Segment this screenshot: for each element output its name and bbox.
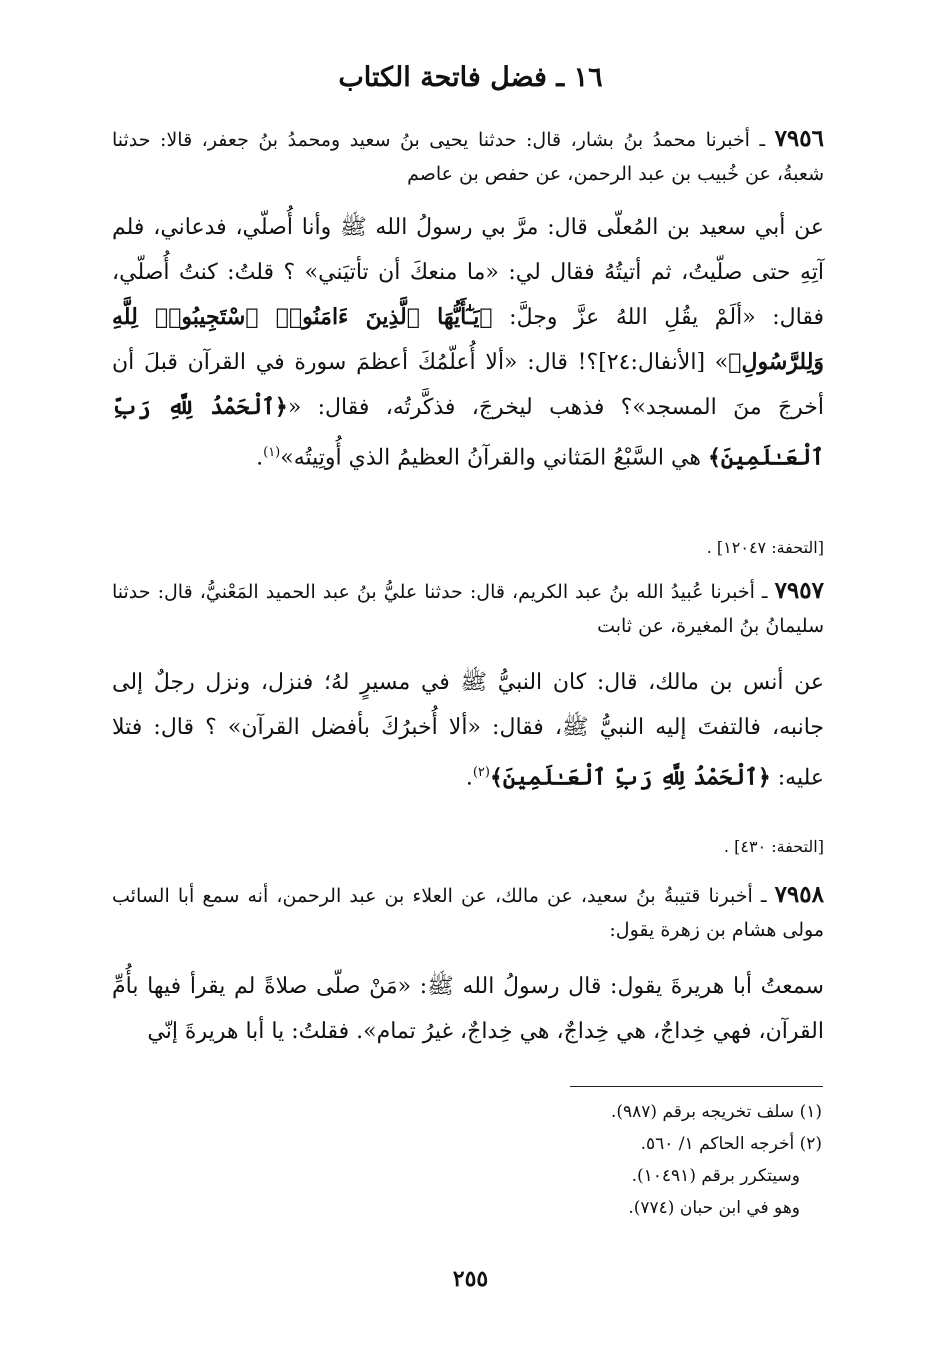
- isnad-text: ـ أخبرنا قتيبةُ بنُ سعيد، عن مالك، عن العلاء بن عبد الرحمن، أنه سمع أبا السائب مولى هشام بن زهرة يقول:: [112, 885, 824, 941]
- chapter-title: ١٦ ـ فضل فاتحة الكتاب: [338, 62, 603, 93]
- page-number: ٢٥٥: [452, 1266, 489, 1292]
- hadith-isnad: [112, 878, 824, 947]
- hadith-number: ٧٩٥٦: [774, 125, 824, 152]
- matn-text: سمعتُ أبا هريرةَ يقول: قال رسولُ الله ﷺ: «مَنْ صلّى صلاةً لم يقرأ فيها بأُمِّ القرآن، فهي خِداجٌ، هي خِداجٌ، هي خِداجٌ، غيرُ تمام». فقلتُ: يا أبا هريرةَ إنّي: [112, 974, 824, 1044]
- footnote-item: وسيتكرر برقم (١٠٤٩١).: [631, 1166, 800, 1186]
- hadith-isnad: [112, 122, 824, 191]
- quran-verse: ﴿يَـٰٓأَيُّهَا ٱلَّذِينَ ءَامَنُوا۟ ٱسْتَجِيبُوا۟ لِلَّهِ وَلِلرَّسُولِ﴾: [112, 304, 825, 375]
- hadith-number: ٧٩٥٧: [774, 577, 824, 604]
- matn-text: عن أنس بن مالك، قال: كان النبيُّ ﷺ في مسيرٍ لهُ؛ فنزل، ونزل رجلٌ إلى جانبه، فالتفتَ إليه النبيُّ ﷺ، فقال: «ألا أُخبرُكَ بأفضل القرآن» ؟ قال: فتلا عليه:: [112, 670, 824, 791]
- hadith-matn: عن أنس بن مالك، قال: كان النبيُّ ﷺ في مسيرٍ لهُ؛ فنزل، ونزل رجلٌ إلى جانبه، فالتفتَ إليه النبيُّ ﷺ، فقال: «ألا أُخبرُكَ بأفضل القرآن» ؟ قال: فتلا عليه: ﴿ٱلْحَمْدُ لِلَّهِ رَبِّ ٱلْعَـٰلَمِينَ﴾$^{(٢)}$.: [112, 670, 824, 791]
- footnote-item: (١) سلف تخريجه برقم (٩٨٧).: [610, 1102, 822, 1122]
- footnote-item: (٢) أخرجه الحاكم ١/ ٥٦٠.: [640, 1134, 822, 1154]
- isnad-text: ـ أخبرنا محمدُ بنُ بشار، قال: حدثنا يحيى بنُ سعيد ومحمدُ بنُ جعفر، قالا: حدثنا شعبةُ، عن خُبيب بن عبد الرحمن، عن حفص بن عاصم: [112, 129, 824, 185]
- hadith-isnad: [112, 574, 824, 643]
- isnad-text: ـ أخبرنا عُبيدُ الله بنُ عبد الكريم، قال: حدثنا عليُّ بنُ عبد الحميد المَعْنيُّ، قال: حدثنا سليمانُ بنُ المغيرة، عن ثابت: [112, 581, 824, 637]
- tuhfa-reference: [التحفة: ١٢٠٤٧] .: [706, 538, 824, 557]
- footnote-marker: (١): [263, 445, 281, 460]
- matn-text: » [الأنفال:٢٤]؟! قال: «ألا أُعلّمُكَ أعظمَ سورة في القرآن قبلَ أن أخرجَ منَ المسجد»؟ فذهب ليخرجَ، فذكَّرتُه، فقال: «: [112, 350, 825, 420]
- hadith-number: ٧٩٥٨: [774, 881, 824, 908]
- quran-verse: ﴿ٱلْحَمْدُ لِلَّهِ رَبِّ ٱلْعَـٰلَمِينَ﴾: [112, 394, 824, 471]
- footnote-divider: [570, 1086, 823, 1087]
- tuhfa-reference: [التحفة: ٤٣٠] .: [723, 837, 824, 856]
- footnote-item: وهو في ابن حبان (٧٧٤).: [628, 1198, 800, 1218]
- matn-text: عن أبي سعيد بن المُعلّى قال: مرَّ بي رسولُ الله ﷺ وأنا أُصلّي، فدعاني، فلم آتِهِ حتى صلّيتُ، ثم أتيتُهُ فقال لي: «ما منعكَ أن تأتيَني» ؟ قلتُ: كنتُ أُصلّي، فقال: «ألَمْ يقُلِ اللهُ عزَّ وجلَّ:: [112, 215, 824, 330]
- hadith-matn: عن أبي سعيد بن المُعلّى قال: مرَّ بي رسولُ الله ﷺ وأنا أُصلّي، فدعاني، فلم آتِهِ حتى صلّيتُ، ثم أتيتُهُ فقال لي: «ما منعكَ أن تأتيَني» ؟ قلتُ: كنتُ أُصلّي، فقال: «ألَمْ يقُلِ اللهُ عزَّ وجلَّ: ﴿يَـٰٓأَيُّهَا ٱلَّذِينَ ءَامَنُوا۟ ٱسْتَجِيبُوا۟ لِلَّهِ وَلِلرَّسُولِ﴾» [الأنفال:٢٤]؟! قال: «ألا أُعلّمُكَ أعظمَ سورة في القرآن قبلَ أن أخرجَ منَ المسجد»؟ فذهب ليخرجَ، فذكَّرتُه، فقال: «﴿ٱلْحَمْدُ لِلَّهِ رَبِّ ٱلْعَـٰلَمِينَ﴾ هي السَّبْعُ المَثاني والقرآنُ العظيمُ الذي أُوتِيتُه»$^{(١)}$.: [112, 215, 825, 471]
- footnotes: [540, 1096, 822, 1224]
- footnote-marker: (٢): [472, 765, 490, 780]
- hadith-matn: [112, 964, 824, 1054]
- quran-verse: ﴿ٱلْحَمْدُ لِلَّهِ رَبِّ ٱلْعَـٰلَمِينَ﴾: [489, 764, 771, 791]
- matn-text: هي السَّبْعُ المَثاني والقرآنُ العظيمُ الذي أُوتِيتُه»: [280, 445, 708, 471]
